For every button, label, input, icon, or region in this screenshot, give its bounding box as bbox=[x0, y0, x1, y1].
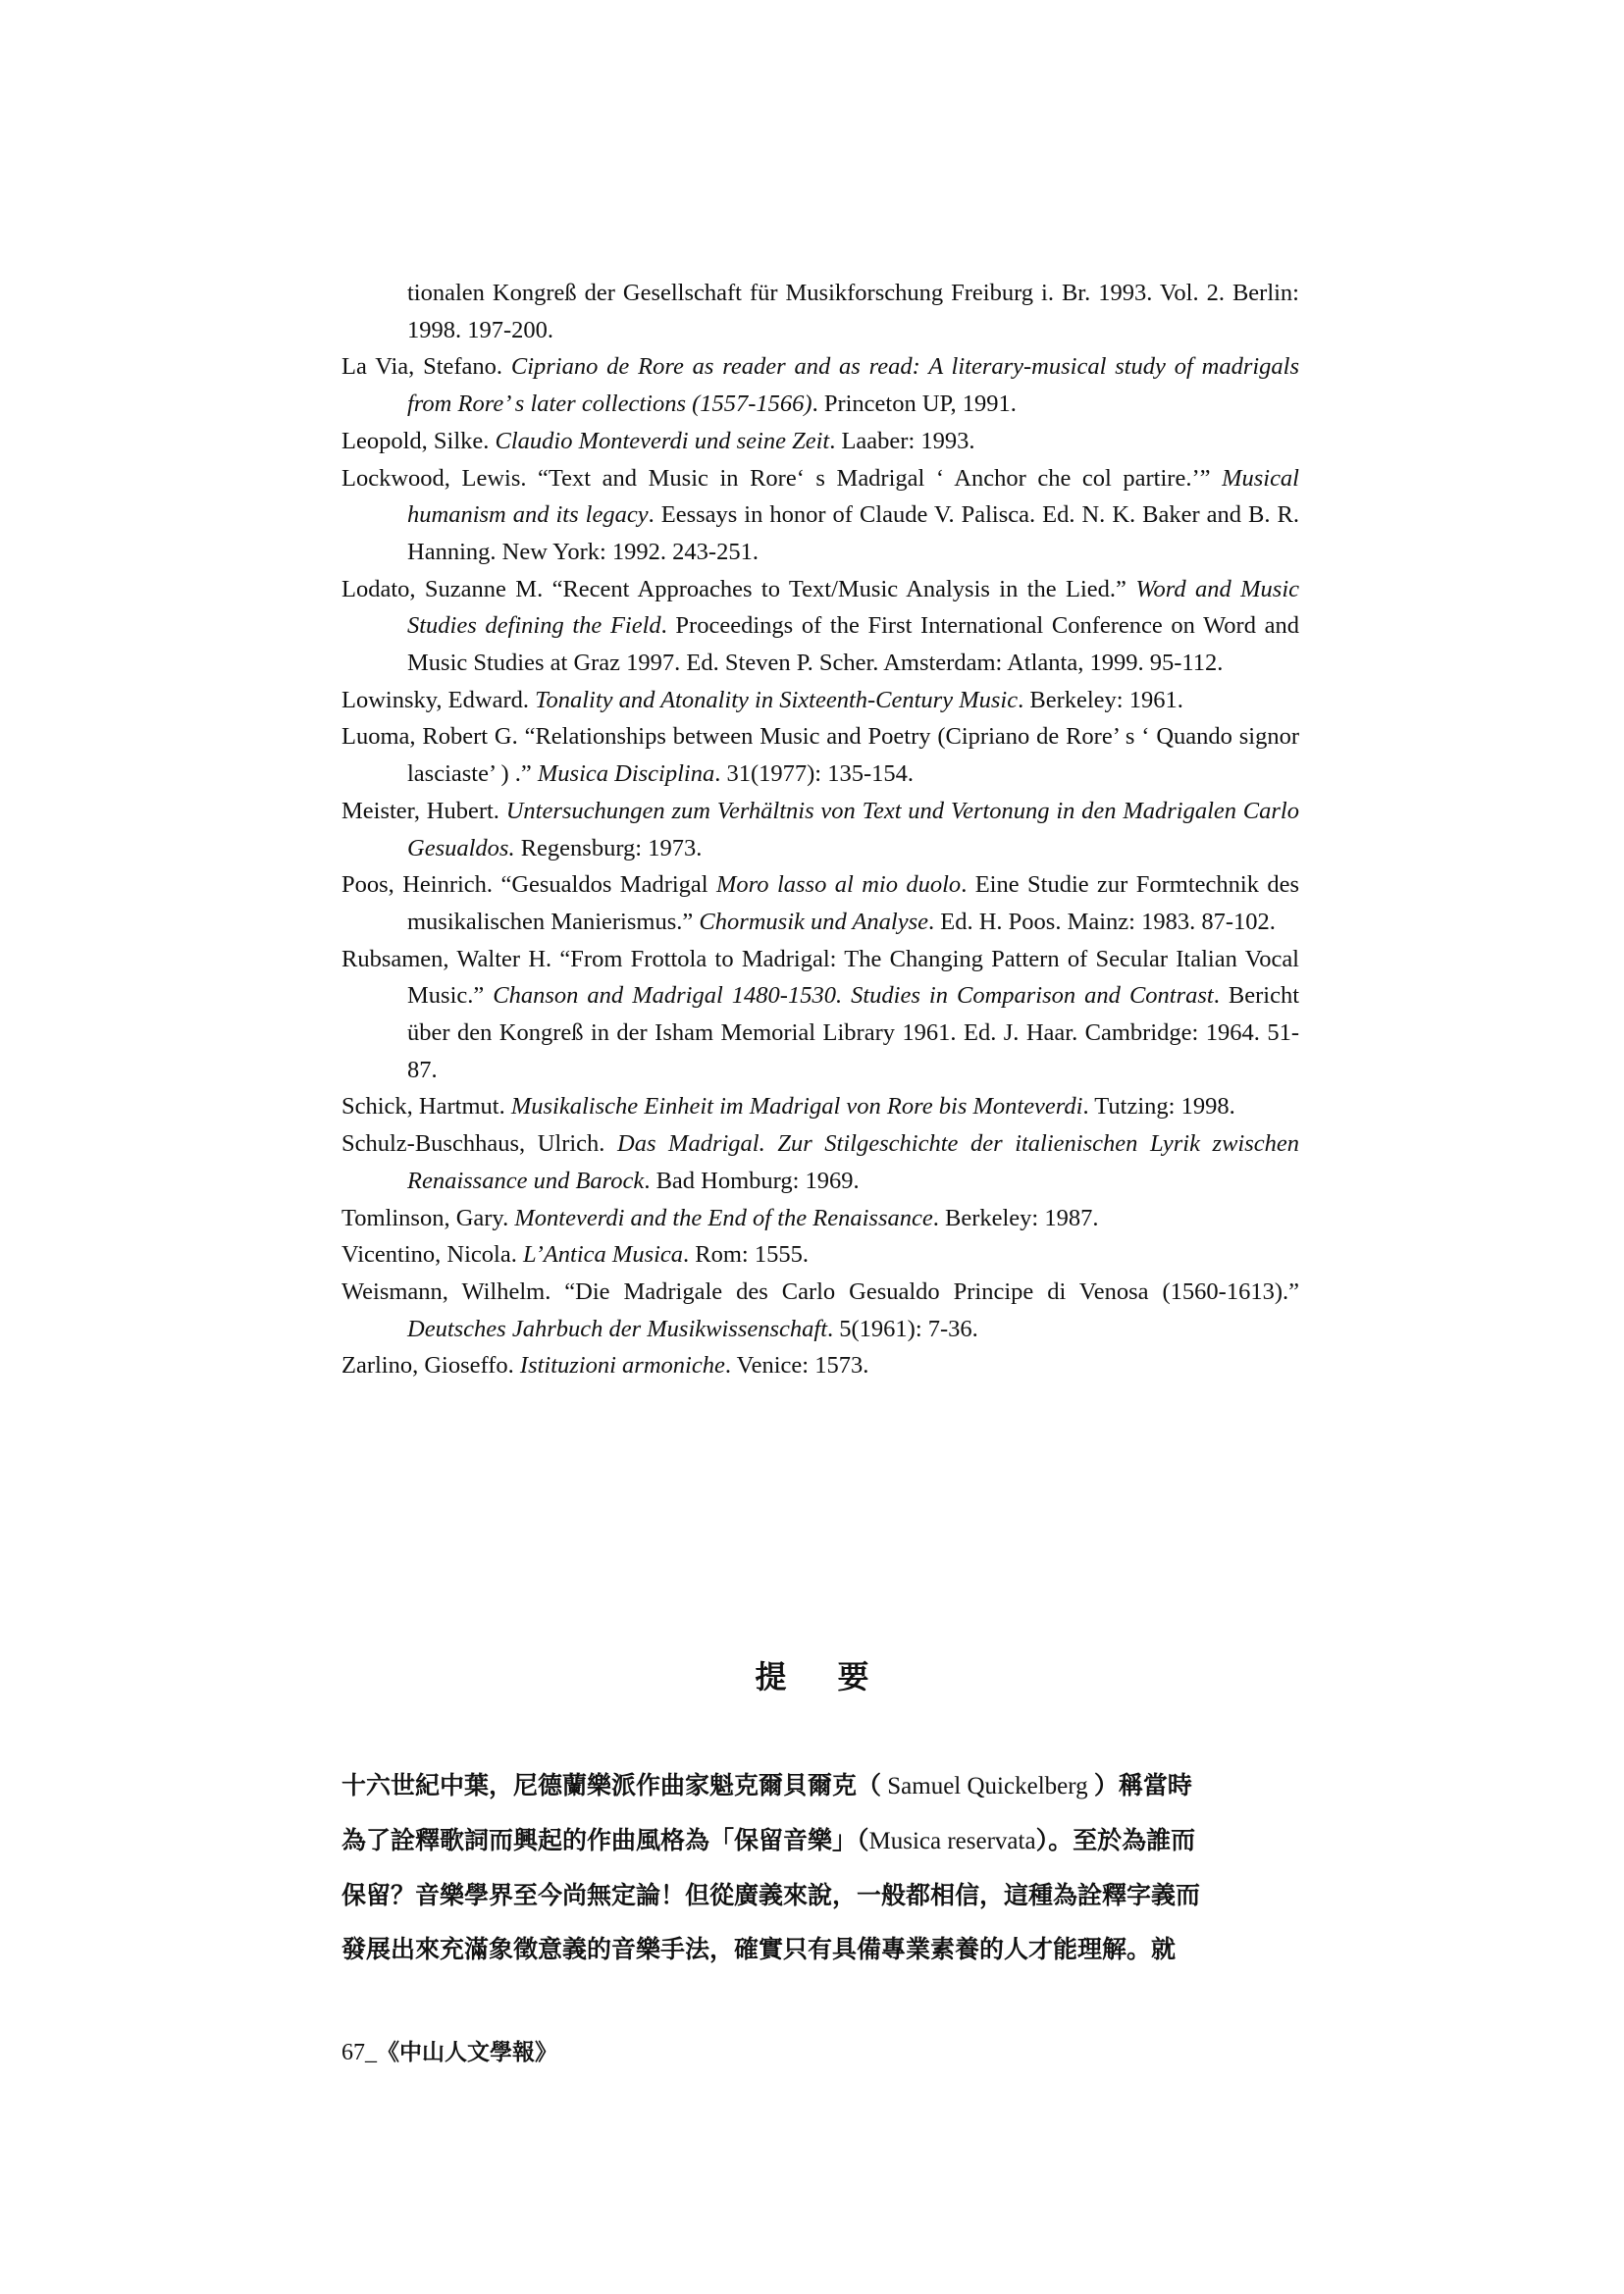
reference-title: Tonality and Atonality in Sixteenth-Century Music bbox=[535, 686, 1019, 713]
reference-entry bbox=[341, 275, 1299, 348]
abstract-line bbox=[341, 1758, 1299, 1813]
reference-entry bbox=[341, 1088, 1299, 1125]
reference-title: Chanson and Madrigal 1480-1530. Studies in Comparison and Contrast bbox=[493, 982, 1214, 1010]
bibliography bbox=[341, 275, 1299, 1384]
reference-text: Leopold, Silke. bbox=[341, 427, 496, 454]
reference-title: Word and Music Studies defining the Field bbox=[407, 575, 1299, 640]
reference-title: Deutsches Jahrbuch der Musikwissenschaft bbox=[407, 1315, 827, 1342]
abstract-text: 保留？音樂學界至今尚無定論！但從廣義來說，一般都相信，這種為詮釋字義而 bbox=[341, 1881, 1201, 1909]
reference-text: . Eine Studie zur Formtechnik des musikalischen Manierismus.” bbox=[407, 871, 1300, 935]
reference-text: . Laaber: 1993. bbox=[829, 427, 975, 454]
reference-text: Tomlinson, Gary. bbox=[341, 1204, 515, 1231]
reference-title: Untersuchungen zum Verhältnis von Text und Vertonung in den Madrigalen Carlo Gesualdos. bbox=[407, 797, 1299, 861]
reference-text: . Venice: 1573. bbox=[724, 1352, 869, 1380]
reference-text: . Berkeley: 1987. bbox=[932, 1204, 1099, 1231]
reference-entry bbox=[341, 941, 1299, 1089]
abstract-heading bbox=[0, 1652, 1624, 1697]
abstract-line bbox=[341, 1922, 1299, 1976]
reference-text: . Bad Homburg: 1969. bbox=[644, 1167, 860, 1194]
reference-title: Musikalische Einheit im Madrigal von Rore bis Monteverdi bbox=[510, 1093, 1083, 1121]
abstract-text: ）稱當時 bbox=[1093, 1771, 1192, 1799]
reference-text: Lowinsky, Edward. bbox=[341, 686, 536, 713]
reference-entry bbox=[341, 1274, 1299, 1347]
reference-text: Poos, Heinrich. “Gesualdos Madrigal bbox=[341, 871, 717, 899]
reference-text: Lockwood, Lewis. “Text and Music in Rore‘ s Madrigal ‘ Anchor che col partire.’” bbox=[341, 464, 1223, 492]
page-footer bbox=[341, 2034, 557, 2066]
reference-text: . Bericht über den Kongreß in der Isham Memorial Library 1961. Ed. J. Haar. Cambridge: 1964. 51-87. bbox=[407, 982, 1299, 1083]
reference-title: Istituzioni armoniche bbox=[519, 1352, 725, 1380]
reference-text: Weismann, Wilhelm. “Die Madrigale des Carlo Gesualdo Principe di Venosa (1560-1613).” bbox=[341, 1277, 1299, 1305]
reference-text: Meister, Hubert. bbox=[341, 797, 506, 824]
abstract-text: 為了詮釋歌詞而興起的作曲風格為「保留音樂」（ bbox=[341, 1826, 869, 1854]
abstract-body bbox=[341, 1758, 1299, 1976]
reference-title: Cipriano de Rore as reader and as read: A literary-musical study of madrigals from Rore’ s later collections (1557-1566) bbox=[407, 353, 1300, 418]
reference-text: Rubsamen, Walter H. “From Frottola to Madrigal: The Changing Pattern of Secular Italian Vocal Music.” bbox=[341, 945, 1299, 1010]
reference-text: . Proceedings of the First International Conference on Word and Music Studies at Graz 1997. Ed. Steven P. Scher. Amsterdam: Atlanta, 1999. 95-112. bbox=[407, 612, 1299, 677]
reference-text: . Eessays in honor of Claude V. Palisca. Ed. N. K. Baker and B. R. Hanning. New York: 1992. 243-251. bbox=[407, 501, 1299, 565]
reference-entry bbox=[341, 793, 1299, 866]
reference-title: Moro lasso al mio duolo bbox=[716, 871, 962, 899]
reference-text: . Rom: 1555. bbox=[683, 1241, 809, 1269]
reference-title: Monteverdi and the End of the Renaissance bbox=[514, 1204, 933, 1231]
reference-text: Vicentino, Nicola. bbox=[341, 1241, 523, 1269]
reference-title: Musica Disciplina bbox=[537, 760, 715, 788]
reference-text: . Ed. H. Poos. Mainz: 1983. 87-102. bbox=[928, 908, 1276, 935]
reference-text: Lodato, Suzanne M. “Recent Approaches to Text/Music Analysis in the Lied.” bbox=[341, 575, 1136, 602]
reference-entry bbox=[341, 348, 1299, 422]
reference-entry bbox=[341, 1347, 1299, 1384]
journal-title: 《中山人文學報》 bbox=[377, 2040, 557, 2065]
reference-entry bbox=[341, 1200, 1299, 1237]
abstract-text: 十六世紀中葉，尼德蘭樂派作曲家魁克爾貝爾克（ bbox=[341, 1771, 882, 1799]
page-number: 67_ bbox=[341, 2040, 377, 2065]
reference-text: . 5(1961): 7-36. bbox=[827, 1315, 978, 1342]
reference-title: Claudio Monteverdi und seine Zeit bbox=[495, 427, 830, 454]
abstract-line bbox=[341, 1813, 1299, 1868]
reference-entry bbox=[341, 1236, 1299, 1274]
reference-title: Das Madrigal. Zur Stilgeschichte der italienischen Lyrik zwischen Renaissance und Barock bbox=[407, 1130, 1299, 1194]
abstract-text: ）。至於為誰而 bbox=[1035, 1826, 1196, 1854]
reference-text: Luoma, Robert G. “Relationships between Music and Poetry (Cipriano de Rore’ s ‘ Quando signor lasciaste’ ) .” bbox=[341, 723, 1299, 788]
abstract-latin-term: Samuel Quickelberg bbox=[881, 1773, 1094, 1799]
reference-entry bbox=[341, 866, 1299, 940]
reference-entry bbox=[341, 423, 1299, 460]
reference-title: Musical humanism and its legacy bbox=[407, 464, 1299, 529]
reference-title: L’Antica Musica bbox=[522, 1241, 684, 1269]
reference-entry bbox=[341, 571, 1299, 682]
reference-text: Schulz-Buschhaus, Ulrich. bbox=[341, 1130, 617, 1158]
reference-entry bbox=[341, 718, 1299, 792]
reference-text: Regensburg: 1973. bbox=[514, 834, 703, 861]
reference-text: tionalen Kongreß der Gesellschaft für Musikforschung Freiburg i. Br. 1993. Vol. 2. Berlin: 1998. 197-200. bbox=[407, 280, 1299, 343]
reference-entry bbox=[341, 682, 1299, 719]
reference-entry bbox=[341, 1125, 1299, 1199]
reference-title: Chormusik und Analyse bbox=[699, 908, 929, 935]
reference-text: . 31(1977): 135-154. bbox=[714, 760, 915, 788]
reference-text: . Princeton UP, 1991. bbox=[812, 391, 1017, 418]
abstract-line bbox=[341, 1868, 1299, 1922]
abstract-latin-term: Musica reservata bbox=[868, 1828, 1036, 1854]
reference-text: . Berkeley: 1961. bbox=[1018, 686, 1183, 713]
reference-text: La Via, Stefano. bbox=[341, 353, 511, 381]
abstract-heading-text: 提要 bbox=[755, 1658, 920, 1695]
reference-text: . Tutzing: 1998. bbox=[1082, 1093, 1235, 1121]
reference-entry bbox=[341, 460, 1299, 571]
reference-text: Zarlino, Gioseffo. bbox=[341, 1352, 520, 1380]
abstract-text: 發展出來充滿象徵意義的音樂手法，確實只有具備專業素養的人才能理解。就 bbox=[341, 1935, 1177, 1963]
reference-text: Schick, Hartmut. bbox=[341, 1093, 511, 1121]
